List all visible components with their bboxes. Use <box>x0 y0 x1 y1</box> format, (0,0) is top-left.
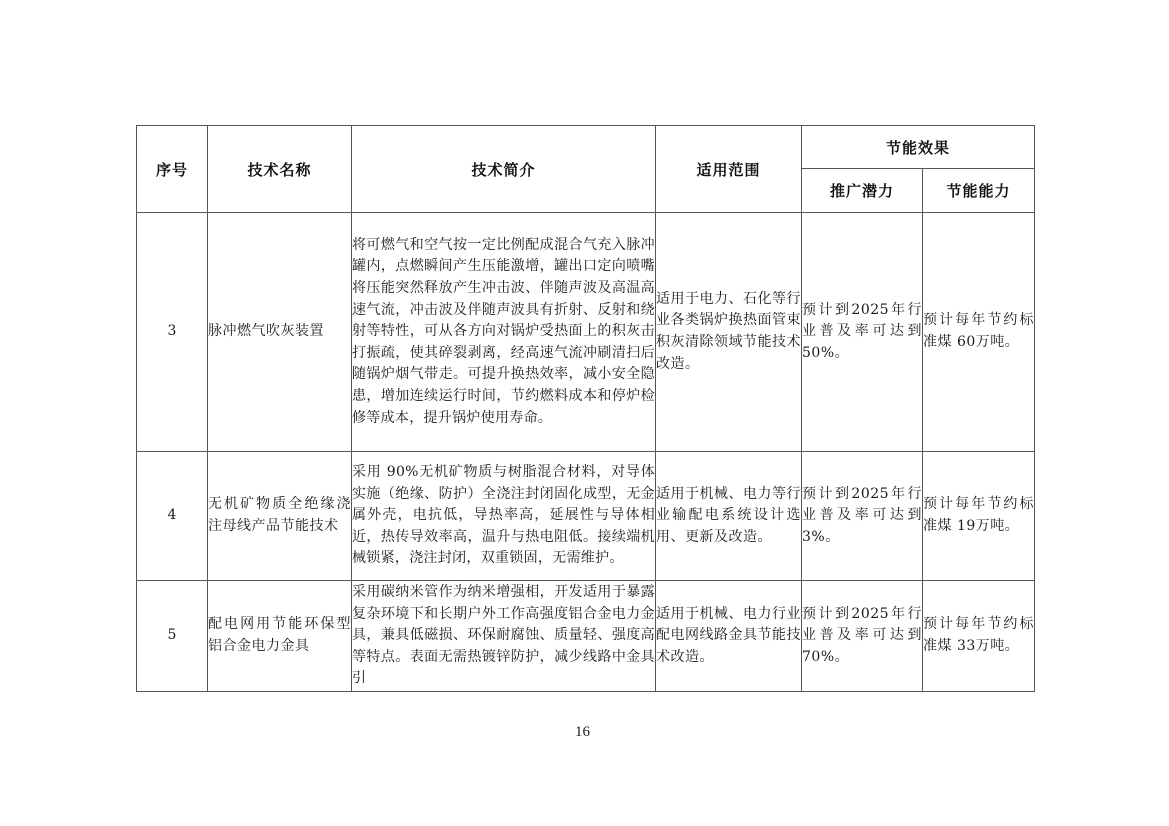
header-row-1 <box>137 126 1035 169</box>
row-tech-name: 无机矿物质全绝缘浇注母线产品节能技术 <box>208 452 352 581</box>
header-scope: 适用范围 <box>656 126 802 213</box>
row-seq: 5 <box>137 581 208 692</box>
header-potential: 推广潜力 <box>802 169 923 213</box>
table-row <box>137 581 1035 692</box>
row-potential: 预计到2025年行业普及率可达到3%。 <box>802 452 923 581</box>
row-capacity: 预计每年节约标准煤 60万吨。 <box>923 213 1035 452</box>
row-tech-name: 脉冲燃气吹灰装置 <box>208 213 352 452</box>
row-potential: 预计到2025年行业普及率可达到70%。 <box>802 581 923 692</box>
row-scope: 适用于机械、电力行业配电网线路金具节能技术改造。 <box>656 581 802 692</box>
header-tech-name: 技术名称 <box>208 126 352 213</box>
row-tech-intro: 采用碳纳米管作为纳米增强相，开发适用于暴露复杂环境下和长期户外工作高强度铝合金电力金具，兼具低磁损、环保耐腐蚀、质量轻、强度高等特点。表面无需热镀锌防护，减少线路中金具引 <box>352 581 656 692</box>
header-seq: 序号 <box>137 126 208 213</box>
row-seq: 4 <box>137 452 208 581</box>
page-number: 16 <box>575 724 590 740</box>
row-tech-intro: 采用 90%无机矿物质与树脂混合材料，对导体实施（绝缘、防护）全浇注封闭固化成型，无金属外壳，电抗低，导热率高，延展性与导体相近，热传导效率高，温升与热电阻低。接续端机械锁紧，浇注封闭，双重锁固，无需维护。 <box>352 452 656 581</box>
row-capacity: 预计每年节约标准煤 33万吨。 <box>923 581 1035 692</box>
row-tech-name: 配电网用节能环保型铝合金电力金具 <box>208 581 352 692</box>
header-tech-intro: 技术简介 <box>352 126 656 213</box>
row-potential: 预计到2025年行业普及率可达到50%。 <box>802 213 923 452</box>
row-scope: 适用于电力、石化等行业各类锅炉换热面管束积灰清除领域节能技术改造。 <box>656 213 802 452</box>
row-scope: 适用于机械、电力等行业输配电系统设计选用、更新及改造。 <box>656 452 802 581</box>
energy-saving-technology-table <box>136 125 1035 692</box>
row-tech-intro: 将可燃气和空气按一定比例配成混合气充入脉冲罐内，点燃瞬间产生压能激增，罐出口定向喷嘴将压能突然释放产生冲击波、伴随声波及高温高速气流，冲击波及伴随声波具有折射、反射和绕射等特性，可从各方向对锅炉受热面上的积灰击打振疏，使其碎裂剥离，经高速气流冲刷清扫后随锅炉烟气带走。可提升换热效率，减小安全隐患，增加连续运行时间，节约燃料成本和停炉检修等成本，提升锅炉使用寿命。 <box>352 213 656 452</box>
table-row <box>137 452 1035 581</box>
table-row <box>137 213 1035 452</box>
header-energy-effect: 节能效果 <box>802 126 1035 169</box>
row-capacity: 预计每年节约标准煤 19万吨。 <box>923 452 1035 581</box>
header-capacity: 节能能力 <box>923 169 1035 213</box>
row-seq: 3 <box>137 213 208 452</box>
